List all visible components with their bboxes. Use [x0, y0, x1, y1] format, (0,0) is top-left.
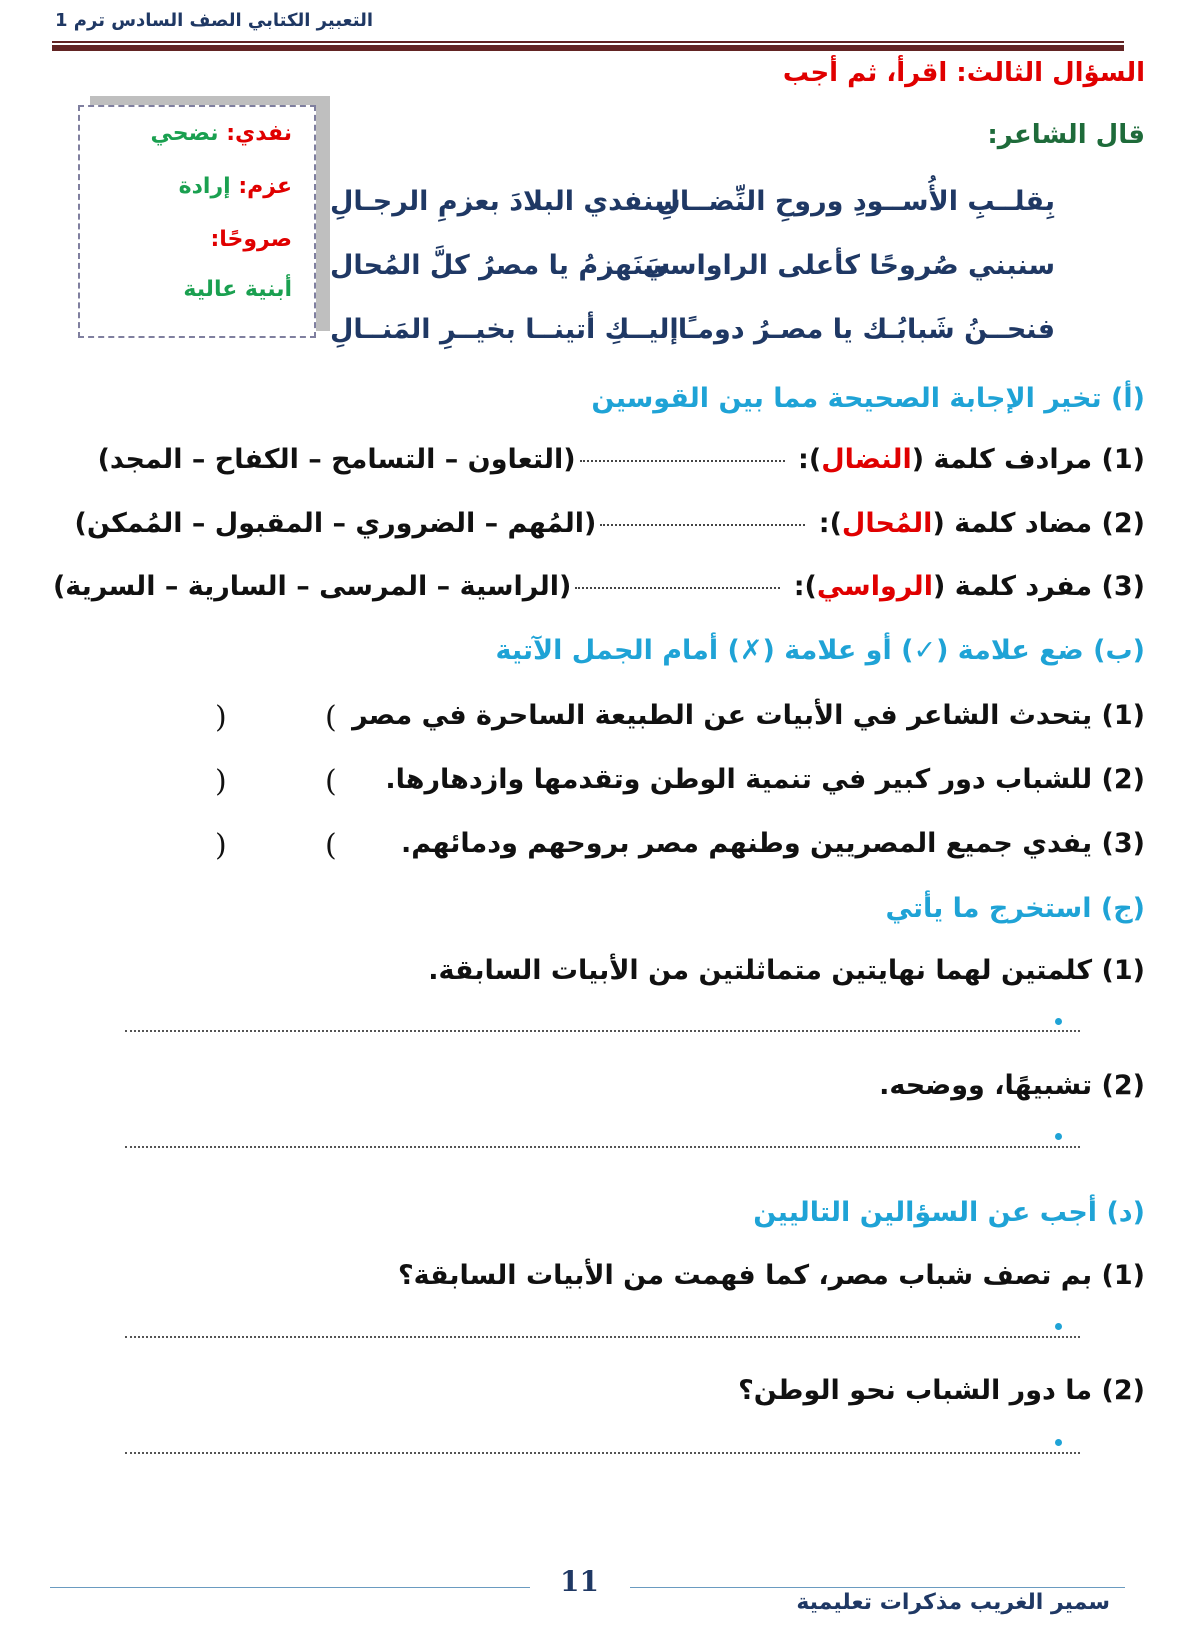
answer-paren-close: ): [215, 828, 227, 863]
verse-second-hemistich: سنفدي البلادَ بعزمِ الرجـالِ: [330, 186, 681, 217]
answer-blank[interactable]: [575, 587, 780, 589]
answer-line[interactable]: [125, 1030, 1080, 1032]
glossary-item: [183, 277, 292, 302]
true-false-statement: (2) للشباب دور كبير في تنمية الوطن وتقدمها وازدهارها.: [385, 764, 1145, 795]
bullet-icon: [1055, 1133, 1062, 1140]
verse-first-hemistich: سنبني صُروحًا كأعلى الراواسي: [642, 250, 1055, 281]
mcq-item: [53, 571, 1145, 602]
footer-rule-left: [50, 1587, 530, 1588]
header-title: التعبير الكتابي الصف السادس ترم 1: [55, 10, 373, 31]
mcq-prompt: (2) مضاد كلمة (: [932, 508, 1145, 539]
bullet-icon: [1055, 1323, 1062, 1330]
glossary-meaning: إرادة: [178, 174, 231, 199]
bullet-icon: [1055, 1018, 1062, 1025]
answer-blank[interactable]: [580, 460, 785, 462]
mcq-suffix: ):: [793, 571, 817, 602]
question-item: (2) تشبيهًا، ووضحه.: [879, 1070, 1145, 1101]
answer-line[interactable]: [125, 1146, 1080, 1148]
verse-second-hemistich: سَنَهزمُ يا مصرُ كلَّ المُحال: [330, 250, 671, 281]
page-number: 11: [560, 1565, 599, 1598]
answer-line[interactable]: [125, 1336, 1080, 1338]
answer-paren-close: ): [215, 700, 227, 735]
answer-line[interactable]: [125, 1452, 1080, 1454]
glossary-word: نفدي:: [226, 121, 292, 146]
mcq-keyword: الرواسي: [816, 571, 933, 602]
question-item: (2) ما دور الشباب نحو الوطن؟: [738, 1375, 1145, 1406]
mcq-options: (التعاون – التسامح – الكفاح – المجد): [97, 444, 576, 475]
verse-second-hemistich: إليــكِ أتينــا بخيــرِ المَنــالِ: [330, 314, 679, 345]
mcq-suffix: ):: [798, 444, 822, 475]
question-title: السؤال الثالث: اقرأ، ثم أجب: [782, 58, 1145, 88]
footer-rule-right: [630, 1587, 1125, 1588]
answer-paren-open: (: [325, 828, 337, 863]
mcq-prompt: (3) مفرد كلمة (: [932, 571, 1145, 602]
mcq-item: [75, 508, 1145, 539]
mcq-options: (المُهم – الضروري – المقبول – المُمكن): [74, 508, 597, 539]
question-item: (1) بم تصف شباب مصر، كما فهمت من الأبيات السابقة؟: [397, 1260, 1145, 1291]
true-false-statement: (3) يفدي جميع المصريين وطنهم مصر بروحهم ودمائهم.: [401, 828, 1145, 859]
verse-first-hemistich: فنحــنُ شَبابُـك يا مصـرُ دومـًا: [677, 314, 1055, 345]
answer-paren-open: (: [325, 764, 337, 799]
footer-credit: سمير الغريب مذكرات تعليمية: [796, 1590, 1110, 1615]
answer-box[interactable]: [235, 832, 320, 866]
glossary-item: [179, 174, 292, 199]
mcq-options: (الراسية – المرسى – السارية – السرية): [52, 571, 572, 602]
header-rule: [52, 41, 1124, 43]
glossary-word: صروحًا:: [210, 227, 292, 252]
mcq-item: [98, 444, 1145, 475]
answer-paren-close: ): [215, 764, 227, 799]
poet-label: قال الشاعر:: [987, 120, 1145, 150]
true-false-statement: (1) يتحدث الشاعر في الأبيات عن الطبيعة الساحرة في مصر: [352, 700, 1145, 731]
section-d-heading: (د) أجب عن السؤالين التاليين: [753, 1197, 1145, 1228]
verse-first-hemistich: بِقلــبِ الأُســودِ وروحِ النِّضــالِ: [656, 186, 1055, 217]
section-a-heading: (أ) تخير الإجابة الصحيحة مما بين القوسين: [591, 383, 1145, 414]
glossary-word: عزم:: [238, 174, 292, 199]
glossary-box: [78, 105, 316, 338]
answer-box[interactable]: [235, 768, 320, 802]
question-item: (1) كلمتين لهما نهايتين متماثلتين من الأبيات السابقة.: [428, 955, 1145, 986]
section-c-heading: (ج) استخرج ما يأتي: [885, 893, 1145, 924]
answer-blank[interactable]: [600, 524, 805, 526]
mcq-keyword: النضال: [821, 444, 912, 475]
mcq-suffix: ):: [818, 508, 842, 539]
section-b-heading: (ب) ضع علامة (✓) أو علامة (✗) أمام الجمل الآتية: [495, 635, 1145, 666]
answer-box[interactable]: [235, 704, 320, 738]
answer-paren-open: (: [325, 700, 337, 735]
mcq-keyword: المُحال: [841, 508, 933, 539]
glossary-item: [210, 227, 292, 252]
bullet-icon: [1055, 1439, 1062, 1446]
glossary-meaning: نضحي: [150, 121, 219, 146]
glossary-meaning: أبنية عالية: [183, 277, 292, 302]
header-rule-thick: [52, 45, 1124, 51]
mcq-prompt: (1) مرادف كلمة (: [911, 444, 1145, 475]
glossary-item: [151, 121, 293, 146]
